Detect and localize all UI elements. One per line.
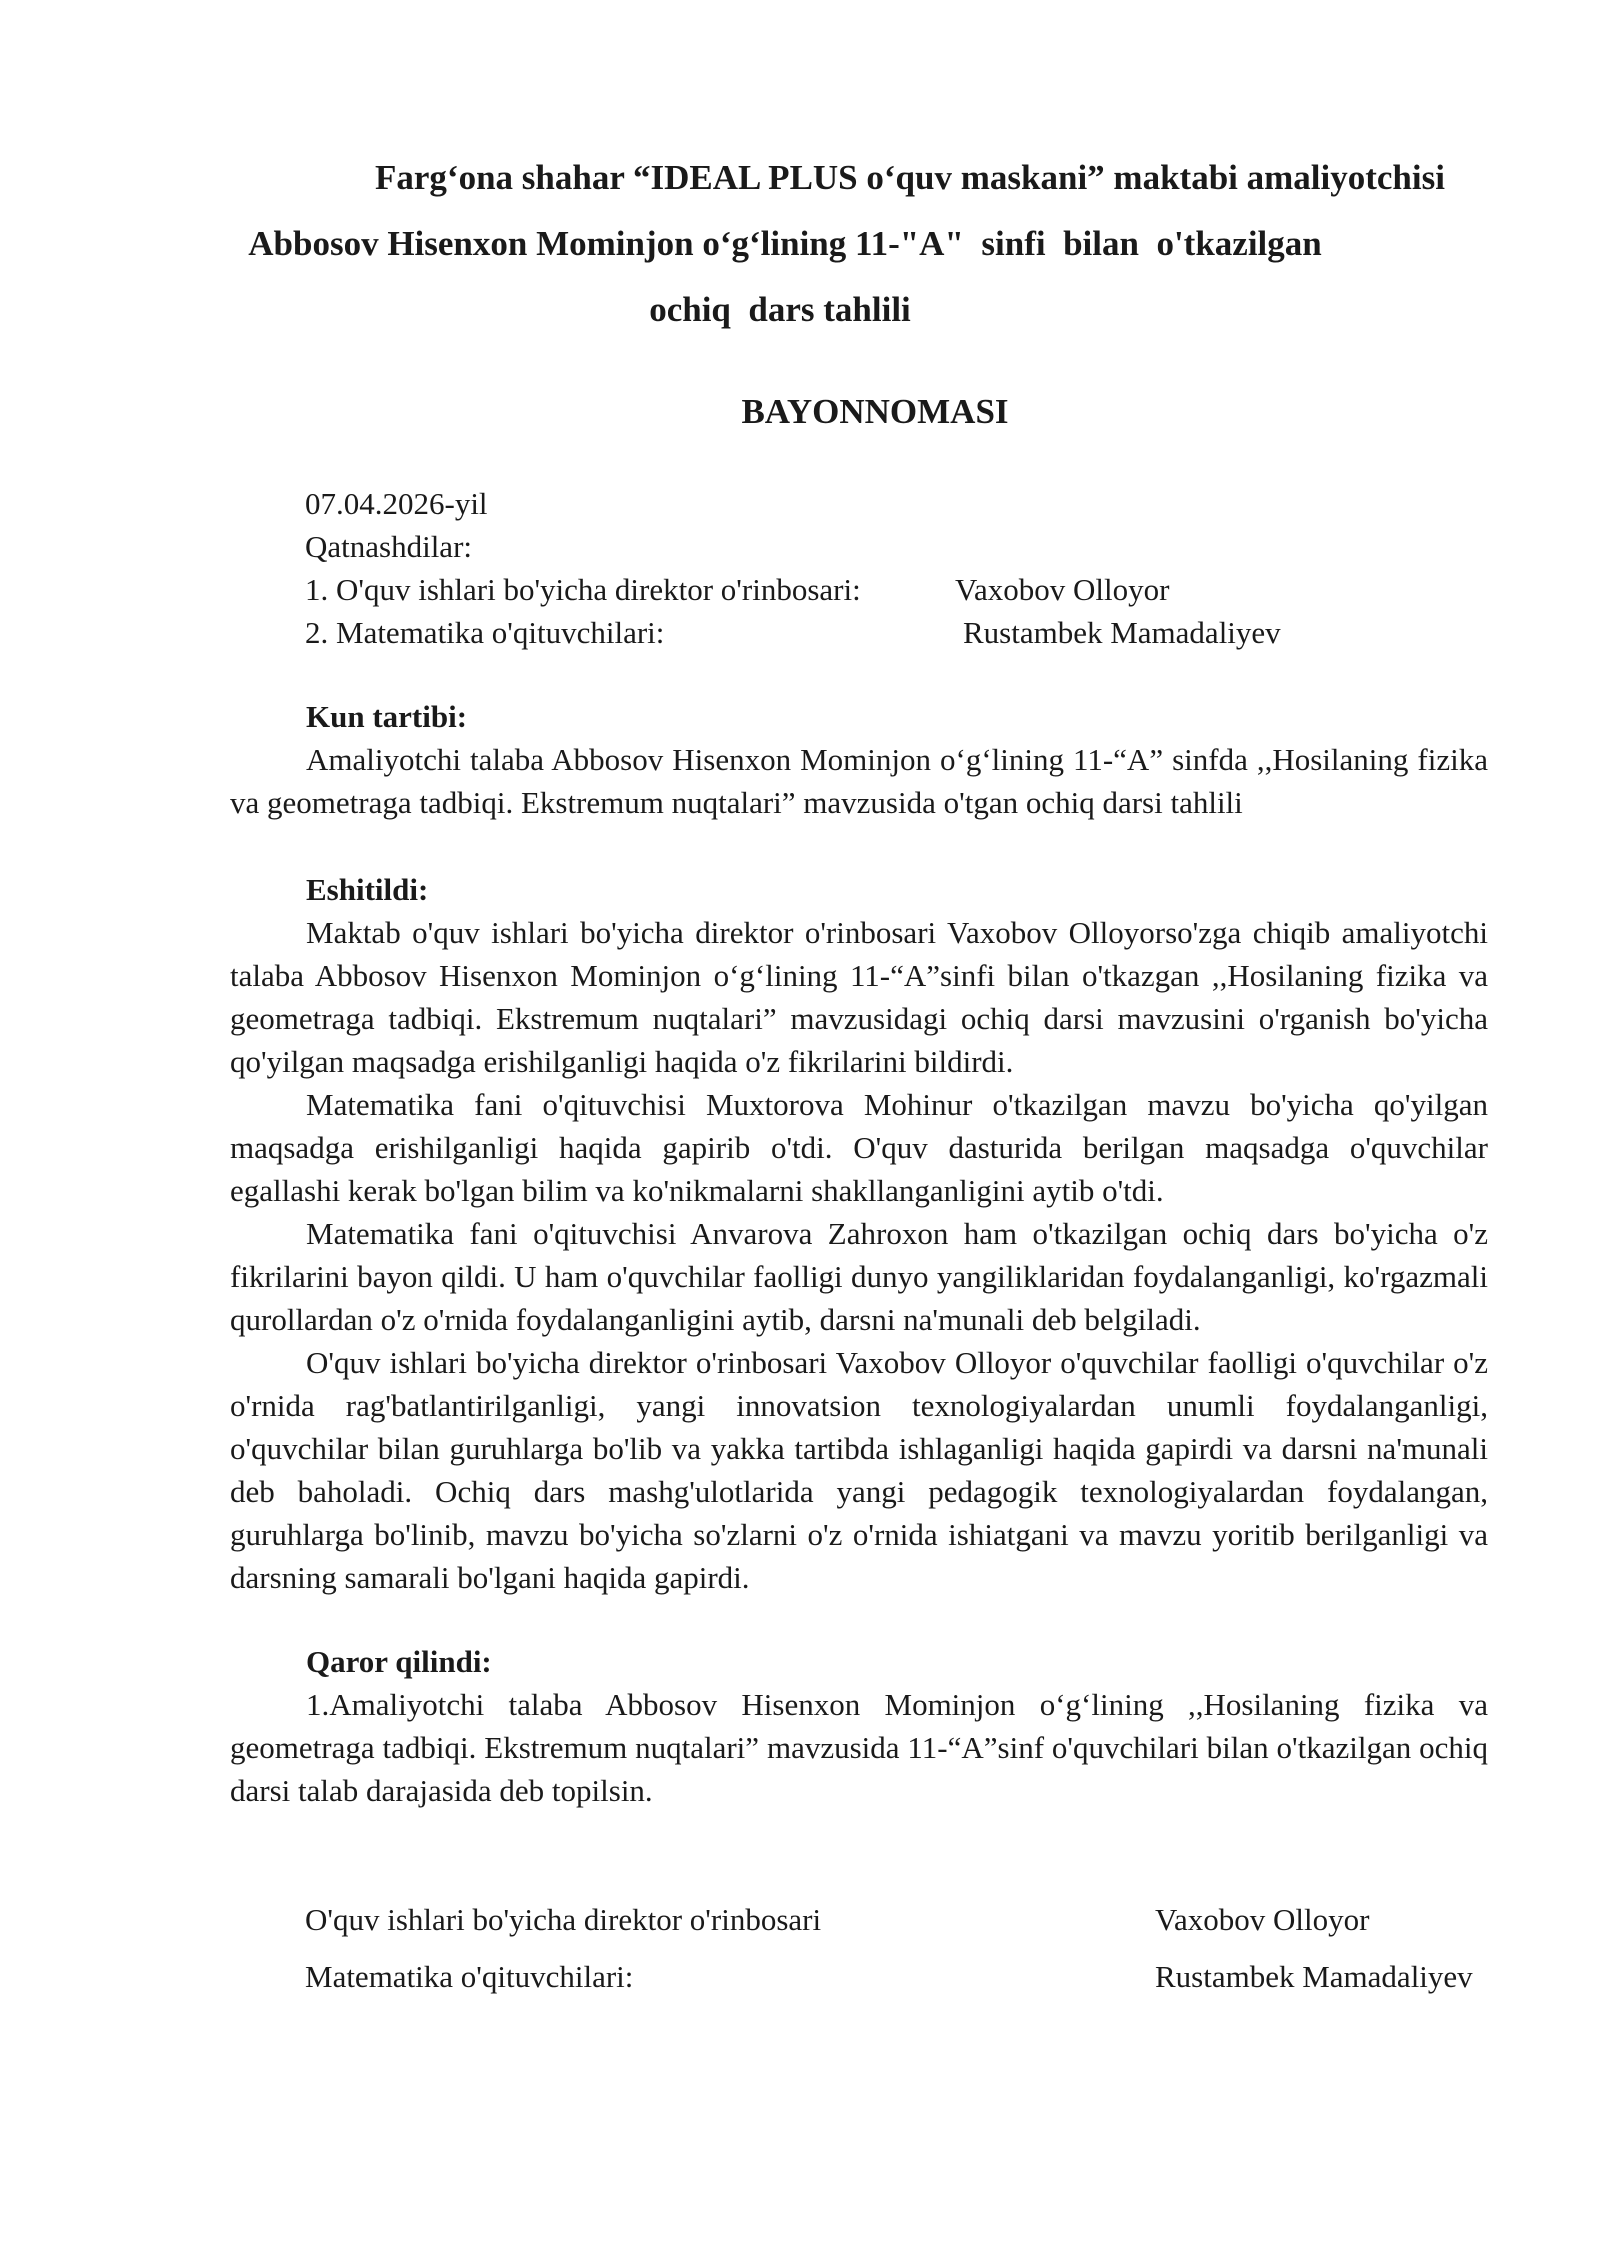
title-line-3: ochiq dars tahlili [649,290,911,329]
signature-row [305,1898,1505,1955]
participant-name: Vaxobov Olloyor [955,572,1170,607]
document-heading: BAYONNOMASI [741,392,1009,431]
signatures-block [305,1898,1505,2012]
participant-row [305,568,1281,611]
heard-paragraph: O'quv ishlari bo'yicha direktor o'rinbosari Vaxobov Olloyor o'quvchilar faolligi o'quvchilar o'z o'rnida rag'batlantirilganligi, yangi innovatsion texnologiyalardan unumli foydalanganligi, o'quvchilar bilan guruhlarga bo'lib va yakka tartibda ishlaganligi haqida gapirdi va darsni na'munali deb baholadi. Ochiq dars mashg'ulotlarida yangi pedagogik texnologiyalardan foydalangan, guruhlarga bo'linib, mavzu bo'yicha so'zlarni o'z o'rnida ishiatgani va mavzu yoritib berilganligi va darsning samarali bo'lgani haqida gapirdi. [230,1345,1488,1595]
heard-paragraph: Matematika fani o'qituvchisi Anvarova Zahroxon ham o'tkazilgan ochiq dars bo'yicha o'z fikrilarini bayon qildi. U ham o'quvchilar faolligi dunyo yangiliklaridan foydalanganligi, ko'rgazmali qurollardan o'z o'rnida foydalanganligini aytib, darsni na'munali deb belgiladi. [230,1216,1488,1337]
title-line-1: Farg‘ona shahar “IDEAL PLUS o‘quv maskani” maktabi amaliyotchisi [375,158,1445,197]
meta-block [305,482,1281,654]
participant-row [305,611,1281,654]
heard-section [230,868,1488,1599]
decision-section [230,1640,1488,1812]
agenda-section [230,695,1488,824]
title-line-2: Abbosov Hisenxon Mominjon o‘g‘lining 11-"A" sinfi bilan o'tkazilgan [248,224,1322,263]
heard-paragraph: Maktab o'quv ishlari bo'yicha direktor o'rinbosari Vaxobov Olloyorso'zga chiqib amaliyotchi talaba Abbosov Hisenxon Mominjon o‘g‘lining 11-“A”sinfi bilan o'tkazgan ,,Hosilaning fizika va geometraga tadbiqi. Ekstremum nuqtalari” mavzusidagi ochiq darsi mavzusini o'rganish bo'yicha qo'yilgan maqsadga erishilganligi haqida o'z fikrilarini bildirdi. [230,915,1488,1079]
agenda-title: Kun tartibi: [306,699,468,734]
participant-role: 1. O'quv ishlari bo'yicha direktor o'rinbosari: [305,572,861,607]
signature-name: Vaxobov Olloyor [1155,1902,1370,1937]
heard-title: Eshitildi: [306,872,429,907]
participant-name: Rustambek Mamadaliyev [963,615,1281,650]
date-text: 07.04.2026-yil [305,486,488,521]
decision-paragraph: 1.Amaliyotchi talaba Abbosov Hisenxon Mominjon o‘g‘lining ,,Hosilaning fizika va geometraga tadbiqi. Ekstremum nuqtalari” mavzusida 11-“A”sinf o'quvchilari bilan o'tkazilgan ochiq darsi talab darajasida deb topilsin. [230,1687,1488,1808]
meta-date [305,482,1281,525]
signature-role: O'quv ishlari bo'yicha direktor o'rinbosari [305,1902,822,1937]
signature-name: Rustambek Mamadaliyev [1155,1959,1473,1994]
agenda-paragraph: Amaliyotchi talaba Abbosov Hisenxon Mominjon o‘g‘lining 11-“A” sinfda ,,Hosilaning fizika va geometraga tadbiqi. Ekstremum nuqtalari” mavzusida o'tgan ochiq darsi tahlili [230,742,1488,820]
decision-title: Qaror qilindi: [306,1644,492,1679]
signature-role: Matematika o'qituvchilari: [305,1959,634,1994]
signature-row [305,1955,1505,2012]
meta-participants-label [305,525,1281,568]
participants-label: Qatnashdilar: [305,529,473,564]
heard-paragraph: Matematika fani o'qituvchisi Muxtorova Mohinur o'tkazilgan mavzu bo'yicha qo'yilgan maqsadga erishilganligi haqida gapirib o'tdi. O'quv dasturida berilgan maqsadga o'quvchilar egallashi kerak bo'lgan bilim va ko'nikmalarni shakllanganligini aytib o'tdi. [230,1087,1488,1208]
participant-role: 2. Matematika o'qituvchilari: [305,615,665,650]
document-title [200,145,1500,343]
